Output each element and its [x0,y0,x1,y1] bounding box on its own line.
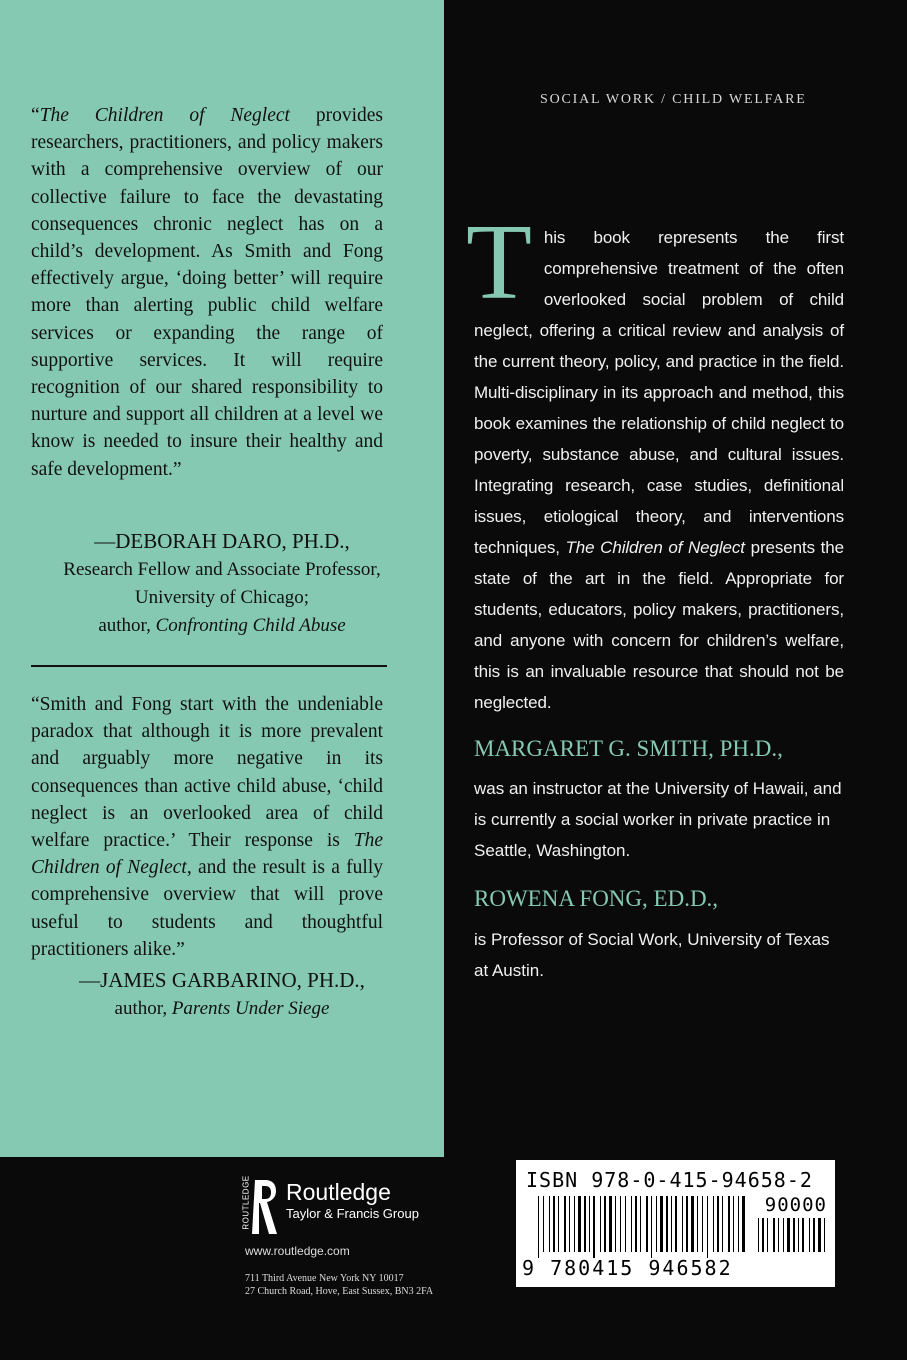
quote-1-book: Confronting Child Abuse [155,615,346,636]
barcode-bar [707,1196,708,1258]
divider-rule [31,665,387,667]
description-book-title: The Children of Neglect [565,538,745,557]
barcode-bar [691,1196,694,1252]
barcode-bar [589,1196,590,1252]
barcode-bar [593,1196,595,1258]
publisher-url[interactable]: www.routledge.com [245,1244,350,1258]
barcode-bar [660,1196,663,1252]
barcode-bar [783,1218,784,1252]
author-1-bio: was an instructor at the University of Hawaii, and is currently a social worker in private practice in Seattle, Washington. [474,779,842,860]
price-code: 90000 [764,1194,827,1216]
quote-2-book-title: The Children of Neglect [31,830,383,879]
barcode-bar [615,1196,616,1252]
publisher-name: Routledge [286,1179,391,1205]
quote-2-text-start: “Smith and Fong start with the undeniable paradox that although it is more prevalent and arguably more negative in its consequences than active child abuse, ‘child neglect is an overlooked area of child welfare practice.’ Their response is [31,694,383,852]
barcode-bar [697,1196,698,1252]
quote-1-book-title: The Children of Neglect [39,105,290,126]
barcode-bar [584,1196,586,1252]
quote-2-book: Parents Under Siege [171,998,330,1019]
isbn-barcode [516,1160,835,1287]
quote-2-text-end: , and the result is a fully comprehensive overview that will prove useful to students and thoughtful practitioners alike.” [31,857,383,960]
quote-1-affiliation: University of Chicago; [134,587,310,608]
barcode-bar [635,1196,637,1252]
publisher-group: Taylor & Francis Group [286,1206,419,1221]
barcode-bar [569,1196,570,1252]
quote-1-attribution [0,527,444,640]
barcode-bar [558,1196,559,1252]
barcode-bar [809,1218,810,1252]
barcode-bar [538,1196,539,1258]
author-2-name: ROWENA FONG, ED.D., [474,886,719,911]
quote-1-author: —DEBORAH DARO, PH.D., [94,529,350,553]
barcode-bar [640,1196,641,1252]
barcode-bar [574,1196,575,1252]
description-text-end: presents the state of the art in the field. Appropriate for students, educators, policy makers, practitioners, and anyone with concern for children’s welfare, this is an invaluable resource that should not be neglected. [474,538,844,712]
publisher-vertical-wordmark: ROUTLEDGE [241,1175,251,1230]
barcode-bar [762,1218,764,1252]
barcode-bar [798,1218,799,1252]
book-description [466,203,844,718]
barcode-bar [549,1196,550,1252]
author-1-name: MARGARET G. SMITH, PH.D., [474,736,783,761]
author-2-bio: is Professor of Social Work, University of Texas at Austin. [474,930,830,980]
barcode-bar [813,1218,815,1252]
barcode-bar [609,1196,612,1252]
quote-1-book-line: author, Confronting Child Abuse [98,615,346,636]
barcode-bar [564,1196,566,1252]
barcode-bar [778,1218,779,1252]
barcode-bar [666,1196,668,1252]
publisher-logo [236,1175,419,1236]
barcode-bar [578,1196,581,1252]
barcode-bar [702,1196,703,1252]
isbn-number: ISBN 978-0-415-94658-2 [526,1168,813,1192]
quote-1-text: provides researchers, practitioners, and policy makers with a comprehensive overview of our collective failure to face the devastating consequences chronic neglect has on a child’s development. As Smith and Fong effectively argue, ‘doing better’ will require more than alerting public child welfare services or expanding the range of supportive services. It will require recognition of our shared responsibility to nurture and support all children at a level we know is needed to insure their healthy and safe development.” [31,105,384,480]
barcode-bar [604,1196,606,1252]
barcode-bar [656,1196,657,1252]
barcode-bar [824,1218,825,1252]
publisher-address-1: 711 Third Avenue New York NY 10017 [245,1273,404,1284]
subject-category: SOCIAL WORK / CHILD WELFARE [540,92,807,107]
drop-cap: T [466,203,532,322]
ean-digits: 9 780415 946582 [522,1256,733,1280]
barcode-bar [773,1218,775,1252]
barcode-bar [671,1196,672,1252]
quote-1-role: Research Fellow and Associate Professor, [63,559,381,580]
barcode-bar [818,1218,821,1252]
barcode-bar [802,1218,804,1252]
barcode-bar [787,1218,790,1252]
barcode-bar [728,1196,730,1252]
barcode-bar [543,1196,544,1252]
description-text-start: his book represents the first comprehensive treatment of the often overlooked social problem of child neglect, offering a critical review and analysis of the current theory, policy, and practice in the field. Multi-disciplinary in its approach and method, this book examines the relationship of child neglect to poverty, substance abuse, and cultural issues. Integrating research, case studies, definitional issues, etiological theory, and interventions techniques, [474,228,844,557]
quote-1-open-mark: “ [31,105,40,126]
barcode-bar [625,1196,626,1252]
barcode-bar [738,1196,739,1252]
barcode-bar [742,1196,745,1252]
barcode-bar [600,1196,601,1252]
endorsement-quote-1 [31,102,383,483]
barcode-bar [686,1196,688,1252]
barcode-bar [553,1196,555,1252]
barcode-bar [675,1196,677,1252]
barcode-bar [793,1218,795,1252]
barcode-bar [713,1196,714,1252]
routledge-r-icon [252,1178,278,1236]
endorsement-quote-2 [31,691,383,963]
barcode-bar [651,1196,652,1258]
barcode-bar [733,1196,734,1252]
barcode-bar [717,1196,719,1252]
barcode-bar [682,1196,683,1252]
barcode-bar [620,1196,621,1252]
quote-2-attribution [0,966,444,1023]
publisher-wordmark [286,1178,419,1222]
barcode-bar [646,1196,648,1252]
barcode-bar [758,1218,759,1252]
barcode-bar [631,1196,632,1252]
barcode-bar [767,1218,768,1252]
quote-2-book-line: author, Parents Under Siege [114,998,330,1019]
quote-2-author: —JAMES GARBARINO, PH.D., [79,968,365,992]
publisher-address-2: 27 Church Road, Hove, East Sussex, BN3 2FA [245,1286,434,1297]
barcode-bar [722,1196,723,1252]
